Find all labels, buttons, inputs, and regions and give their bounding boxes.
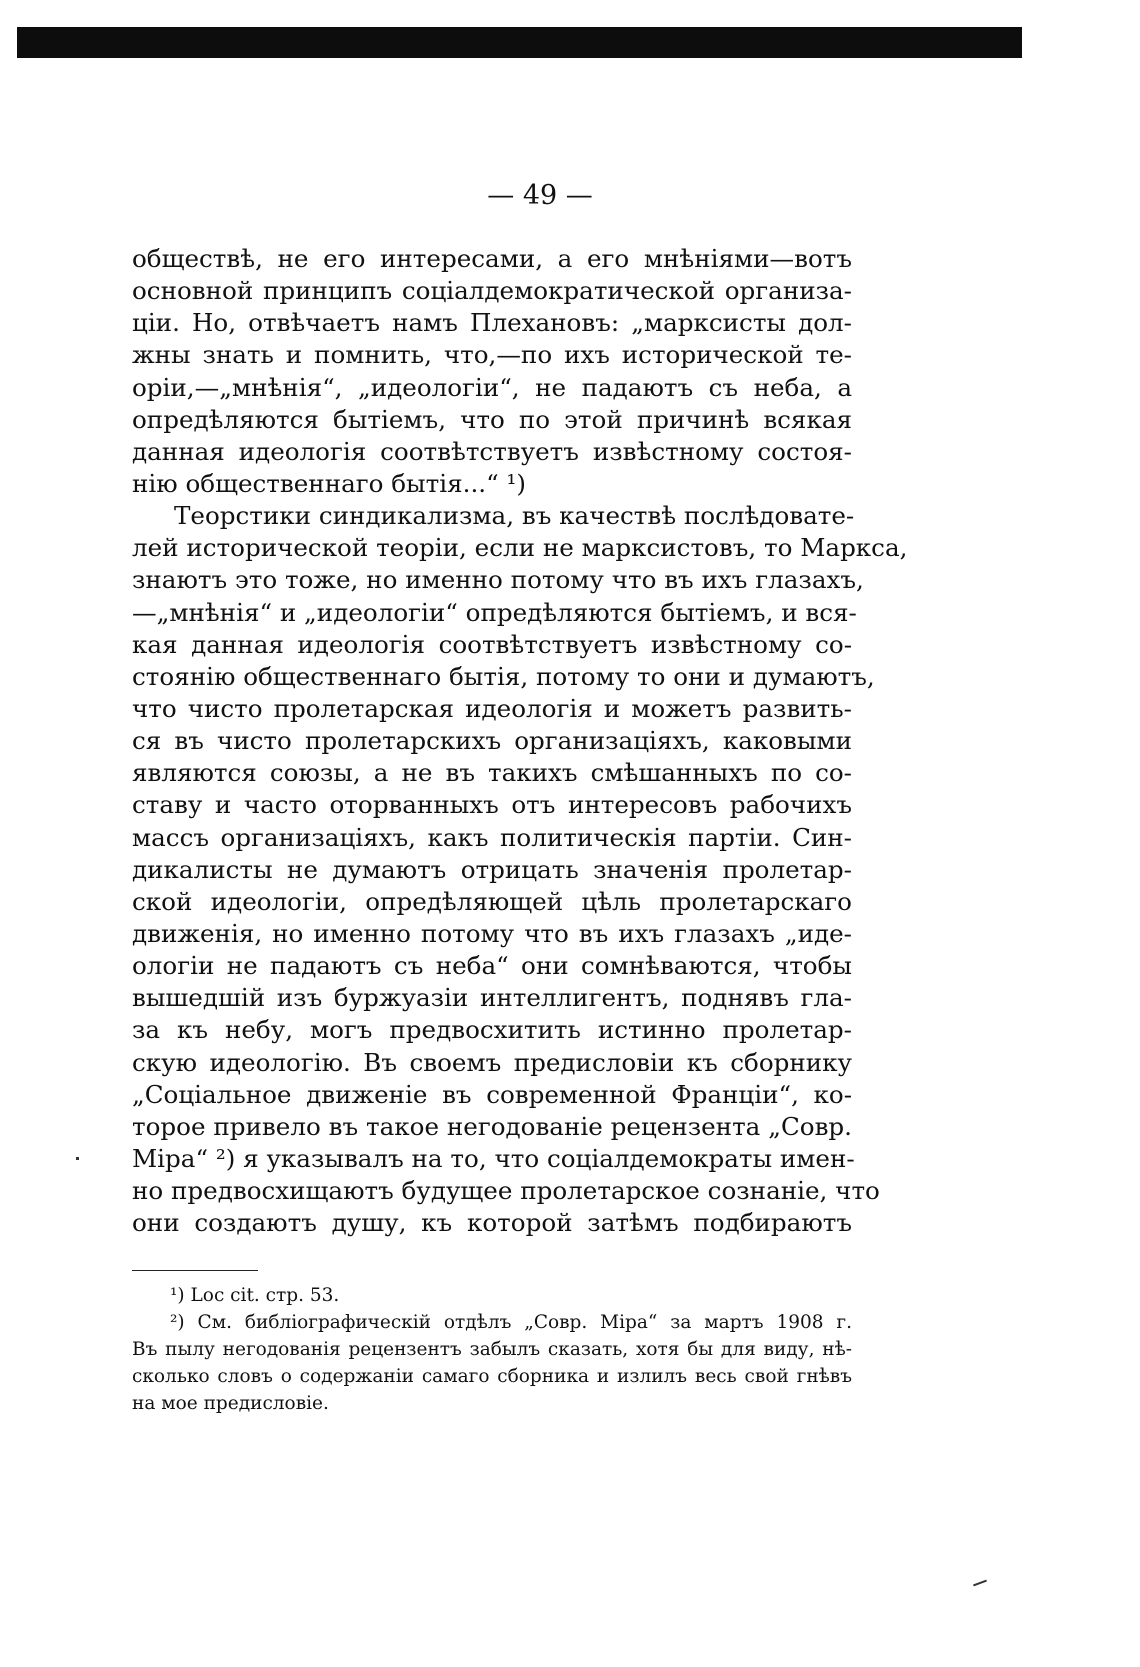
text-line: основной принципъ соціалдемократической организа- <box>132 276 852 306</box>
text-line: Теорстики синдикализма, въ качествѣ послѣдовате- <box>174 501 855 531</box>
text-line: обществѣ, не его интересами, а его мнѣніями—вотъ <box>132 244 852 273</box>
text-line: за къ небу, могъ предвосхитить истинно пролетар- <box>132 1015 852 1045</box>
text-line: что чисто пролетарская идеологія и можетъ развить- <box>132 693 852 723</box>
footnote-line: Въ пылу негодованія рецензентъ забылъ сказать, хотя бы для виду, нѣ- <box>132 1339 852 1360</box>
text-line: кая данная идеологія соотвѣтствуетъ извѣстному со- <box>132 629 852 659</box>
footnote-line: сколько словъ о содержаніи самаго сборника и излилъ весь свой гнѣвъ <box>132 1366 852 1387</box>
text-line: торое привело въ такое негодованіе рецензента „Совр. <box>132 1111 852 1141</box>
scan-top-border <box>17 27 1022 58</box>
text-line: нію общественнаго бытія...“ ¹) <box>132 468 526 498</box>
footnote-separator <box>132 1270 258 1271</box>
text-line: но предвосхищаютъ будущее пролетарское сознаніе, что <box>132 1176 880 1206</box>
text-line: оріи,—„мнѣнія“, „идеологіи“, не падаютъ съ неба, а <box>132 372 852 402</box>
footnote-line: ²) См. библіографическій отдѣлъ „Совр. Міра“ за мартъ 1908 г. <box>170 1312 852 1333</box>
scan-speck <box>76 1157 79 1160</box>
text-line: стоянію общественнаго бытія, потому то они и думаютъ, <box>132 661 875 691</box>
text-line: жны знать и помнить, что,—по ихъ исторической те- <box>132 340 852 370</box>
text-line: они создаютъ душу, къ которой затѣмъ подбираютъ <box>132 1208 852 1238</box>
text-line: опредѣляются бытіемъ, что по этой причинѣ всякая <box>132 404 852 434</box>
text-line: являются союзы, а не въ такихъ смѣшанныхъ по со- <box>132 758 852 788</box>
text-line: ся въ чисто пролетарскихъ организаціяхъ, каковыми <box>132 726 852 756</box>
page-number: — 49 — <box>487 180 593 211</box>
text-line: лей исторической теоріи, если не марксистовъ, то Маркса, <box>132 533 908 563</box>
text-line: дикалисты не думаютъ отрицать значенія пролетар- <box>132 854 852 884</box>
text-line: вышедшій изъ буржуазіи интеллигентъ, поднявъ гла- <box>132 983 852 1013</box>
text-line: Міра“ ²) я указывалъ на то, что соціалдемократы имен- <box>132 1143 855 1173</box>
text-line: „Соціальное движеніе въ современной Франціи“, ко- <box>132 1079 852 1109</box>
footnote-line: на мое предисловіе. <box>132 1393 329 1414</box>
text-line: скую идеологію. Въ своемъ предисловіи къ сборнику <box>132 1047 852 1077</box>
text-line: массъ организаціяхъ, какъ политическія партіи. Син- <box>132 822 852 852</box>
text-line: ологіи не падаютъ съ неба“ они сомнѣваются, чтобы <box>132 951 852 981</box>
text-line: ціи. Но, отвѣчаетъ намъ Плехановъ: „марксисты дол- <box>132 308 852 338</box>
text-line: —„мнѣнія“ и „идеологіи“ опредѣляются бытіемъ, и вся- <box>132 597 857 627</box>
text-line: ставу и часто оторванныхъ отъ интересовъ рабочихъ <box>132 790 852 820</box>
text-line: данная идеологія соотвѣтствуетъ извѣстному состоя- <box>132 436 852 466</box>
scan-speck <box>973 1580 987 1587</box>
text-line: знаютъ это тоже, но именно потому что въ ихъ глазахъ, <box>132 565 864 595</box>
main-text <box>132 243 908 1239</box>
text-line: движенія, но именно потому что въ ихъ глазахъ „иде- <box>132 918 852 948</box>
footnote-line: ¹) Loc cit. стр. 53. <box>170 1285 340 1306</box>
text-line: ской идеологіи, опредѣляющей цѣль пролетарскаго <box>132 886 852 916</box>
footnotes <box>132 1282 852 1417</box>
